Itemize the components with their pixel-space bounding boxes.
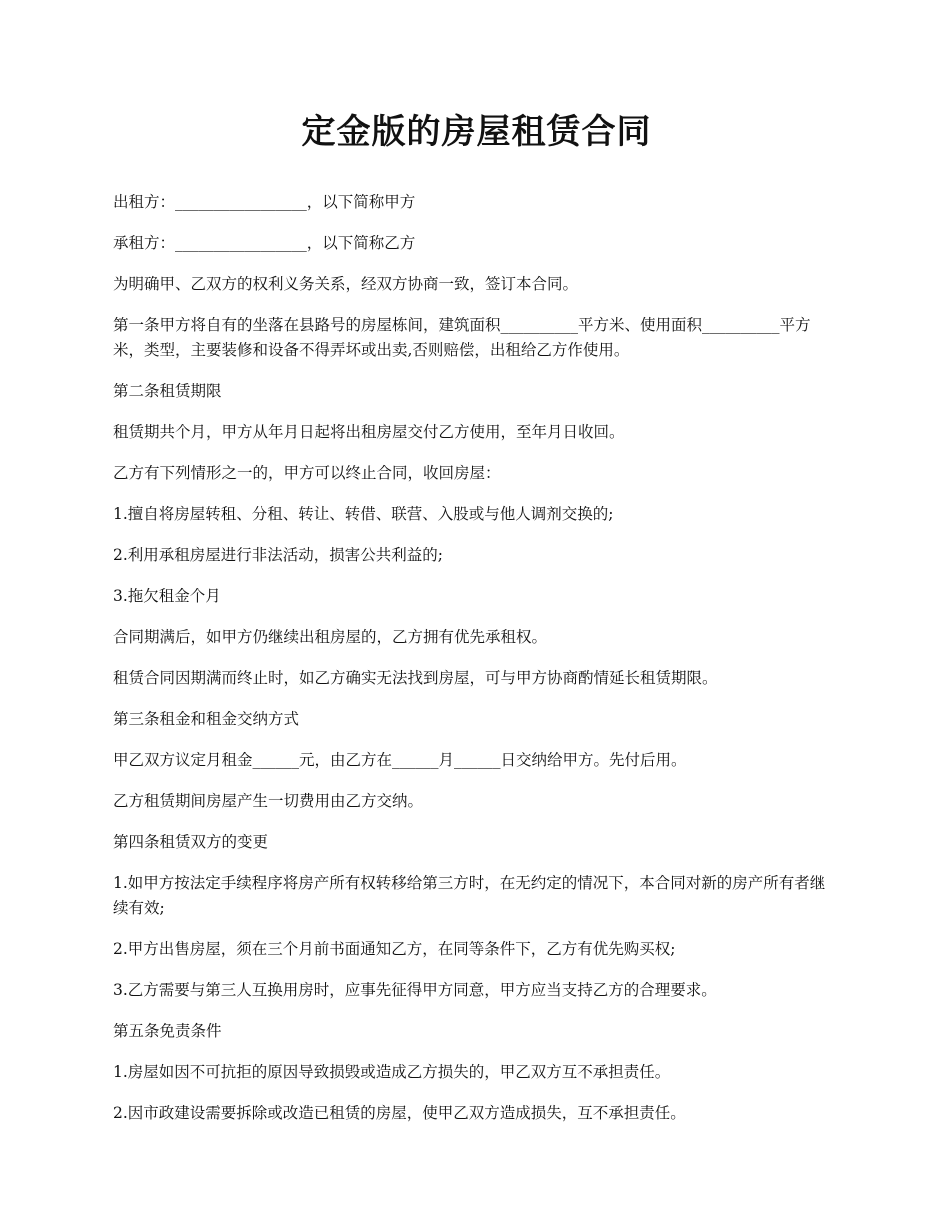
exemption-item-2: 2.因市政建设需要拆除或改造已租赁的房屋，使甲乙双方造成损失，互不承担责任。 bbox=[113, 1104, 686, 1122]
expenses-paragraph: 乙方租赁期间房屋产生一切费用由乙方交纳。 bbox=[113, 792, 424, 810]
term-extension-paragraph: 租赁合同因期满而终止时，如乙方确实无法找到房屋，可与甲方协商酌情延长租赁期限。 bbox=[113, 669, 718, 687]
lease-term-paragraph: 租赁期共个月，甲方从年月日起将出租房屋交付乙方使用，至年月日收回。 bbox=[113, 423, 625, 441]
lessor-line: 出租方：_________________，以下简称甲方 bbox=[113, 193, 416, 211]
change-item-3: 3.乙方需要与第三人互换用房时，应事先征得甲方同意，甲方应当支持乙方的合理要求。 bbox=[113, 981, 717, 999]
change-item-1: 1.如甲方按法定手续程序将房产所有权转移给第三方时，在无约定的情况下，本合同对新的房产所有者继续有效; bbox=[113, 874, 826, 917]
termination-item-2: 2.利用承租房屋进行非法活动，损害公共利益的; bbox=[113, 546, 444, 564]
preamble-paragraph: 为明确甲、乙双方的权利义务关系，经双方协商一致，签订本合同。 bbox=[113, 275, 579, 293]
lessee-line: 承租方：_________________，以下简称乙方 bbox=[113, 234, 416, 252]
article-1-paragraph: 第一条甲方将自有的坐落在县路号的房屋栋间，建筑面积__________平方米、使用面积__________平方米，类型，主要装修和设备不得弄坏或出卖,否则赔偿，出租给乙方作使用。 bbox=[113, 316, 811, 359]
article-4-heading: 第四条租赁双方的变更 bbox=[113, 833, 269, 851]
exemption-item-1: 1.房屋如因不可抗拒的原因导致损毁或造成乙方损失的，甲乙双方互不承担责任。 bbox=[113, 1063, 671, 1081]
rent-amount-paragraph: 甲乙双方议定月租金______元，由乙方在______月______日交纳给甲方。先付后用。 bbox=[113, 751, 687, 769]
termination-intro-paragraph: 乙方有下列情形之一的，甲方可以终止合同，收回房屋： bbox=[113, 464, 501, 482]
document-title: 定金版的房屋租赁合同 bbox=[301, 112, 652, 152]
change-item-2: 2.甲方出售房屋，须在三个月前书面通知乙方，在同等条件下，乙方有优先购买权; bbox=[113, 940, 676, 958]
article-2-heading: 第二条租赁期限 bbox=[113, 382, 222, 400]
article-5-heading: 第五条免责条件 bbox=[113, 1022, 222, 1040]
article-3-heading: 第三条租金和租金交纳方式 bbox=[113, 710, 300, 728]
termination-item-3: 3.拖欠租金个月 bbox=[113, 587, 221, 605]
termination-item-1: 1.擅自将房屋转租、分租、转让、转借、联营、入股或与他人调剂交换的; bbox=[113, 505, 614, 523]
renewal-priority-paragraph: 合同期满后，如甲方仍继续出租房屋的，乙方拥有优先承租权。 bbox=[113, 628, 548, 646]
